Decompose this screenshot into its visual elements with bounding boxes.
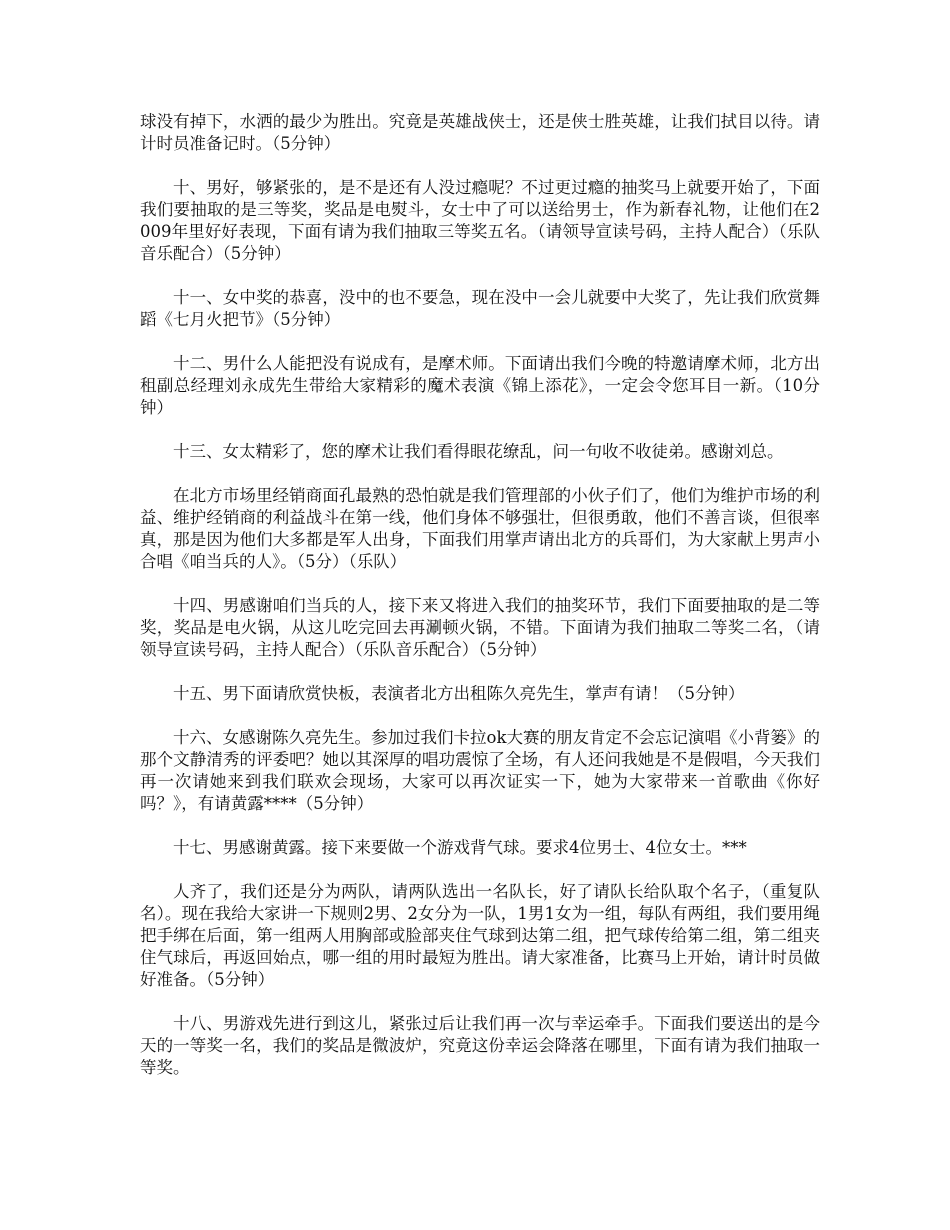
paragraph-10: 十七、男感谢黄露。接下来要做一个游戏背气球。要求4位男士、4位女士。***: [173, 838, 747, 857]
paragraph-4: 十二、男什么人能把没有说成有，是摩术师。下面请出我们今晚的特邀请摩术师，北方出租副总经理刘永成先生带给大家精彩的魔术表演《锦上添花》，一定会令您耳目一新。（10分钟）: [140, 354, 820, 417]
paragraph-6: 在北方市场里经销商面孔最熟的恐怕就是我们管理部的小伙子们了，他们为维护市场的利益、维护经销商的利益战斗在第一线，他们身体不够强壮，但很勇敢，他们不善言谈，但很率真，那是因为他们大多都是军人出身，下面我们用掌声请出北方的兵哥们，为大家献上男声小合唱《咱当兵的人》。（5分）（乐队）: [140, 486, 820, 571]
paragraph-8: 十五、男下面请欣赏快板，表演者北方出租陈久亮先生，掌声有请！（5分钟）: [173, 684, 745, 703]
paragraph-1: 球没有掉下，水洒的最少为胜出。究竟是英雄战侠士，还是侠士胜英雄，让我们拭目以待。请计时员准备记时。（5分钟）: [140, 112, 820, 153]
paragraph-7: 十四、男感谢咱们当兵的人，接下来又将进入我们的抽奖环节，我们下面要抽取的是二等奖，奖品是电火锅，从这儿吃完回去再涮顿火锅，不错。下面请为我们抽取二等奖二名，（请领导宣读号码，主持人配合）（乐队音乐配合）（5分钟）: [140, 596, 820, 659]
document-body: [140, 111, 820, 1101]
paragraph-9: 十六、女感谢陈久亮先生。参加过我们卡拉ok大赛的朋友肯定不会忘记演唱《小背篓》的那个文静清秀的评委吧？她以其深厚的唱功震惊了全场，有人还问我她是不是假唱，今天我们再一次请她来到我们联欢会现场，大家可以再次证实一下，她为大家带来一首歌曲《你好吗？》，有请黄露****（5分钟）: [140, 728, 820, 813]
paragraph-2: 十、男好，够紧张的，是不是还有人没过瘾呢？不过更过瘾的抽奖马上就要开始了，下面我们要抽取的是三等奖，奖品是电熨斗，女士中了可以送给男士，作为新春礼物，让他们在2009年里好好表现，下面有请为我们抽取三等奖五名。（请领导宣读号码，主持人配合）（乐队音乐配合）（5分钟）: [140, 178, 820, 263]
paragraph-11: 人齐了，我们还是分为两队，请两队选出一名队长，好了请队长给队取个名子，（重复队名）。现在我给大家讲一下规则2男、2女分为一队，1男1女为一组，每队有两组，我们要用绳把手绑在后面，第一组两人用胸部或脸部夹住气球到达第二组，把气球传给第二组，第二组夹住气球后，再返回始点，哪一组的用时最短为胜出。请大家准备，比赛马上开始，请计时员做好准备。（5分钟）: [140, 882, 820, 989]
paragraph-12: 十八、男游戏先进行到这儿，紧张过后让我们再一次与幸运牵手。下面我们要送出的是今天的一等奖一名，我们的奖品是微波炉，究竟这份幸运会降落在哪里，下面有请为我们抽取一等奖。: [140, 1014, 820, 1077]
paragraph-5: 十三、女太精彩了，您的摩术让我们看得眼花缭乱，问一句收不收徒弟。感谢刘总。: [173, 442, 784, 461]
paragraph-3: 十一、女中奖的恭喜，没中的也不要急，现在没中一会儿就要中大奖了，先让我们欣赏舞蹈《七月火把节》（5分钟）: [140, 288, 820, 329]
